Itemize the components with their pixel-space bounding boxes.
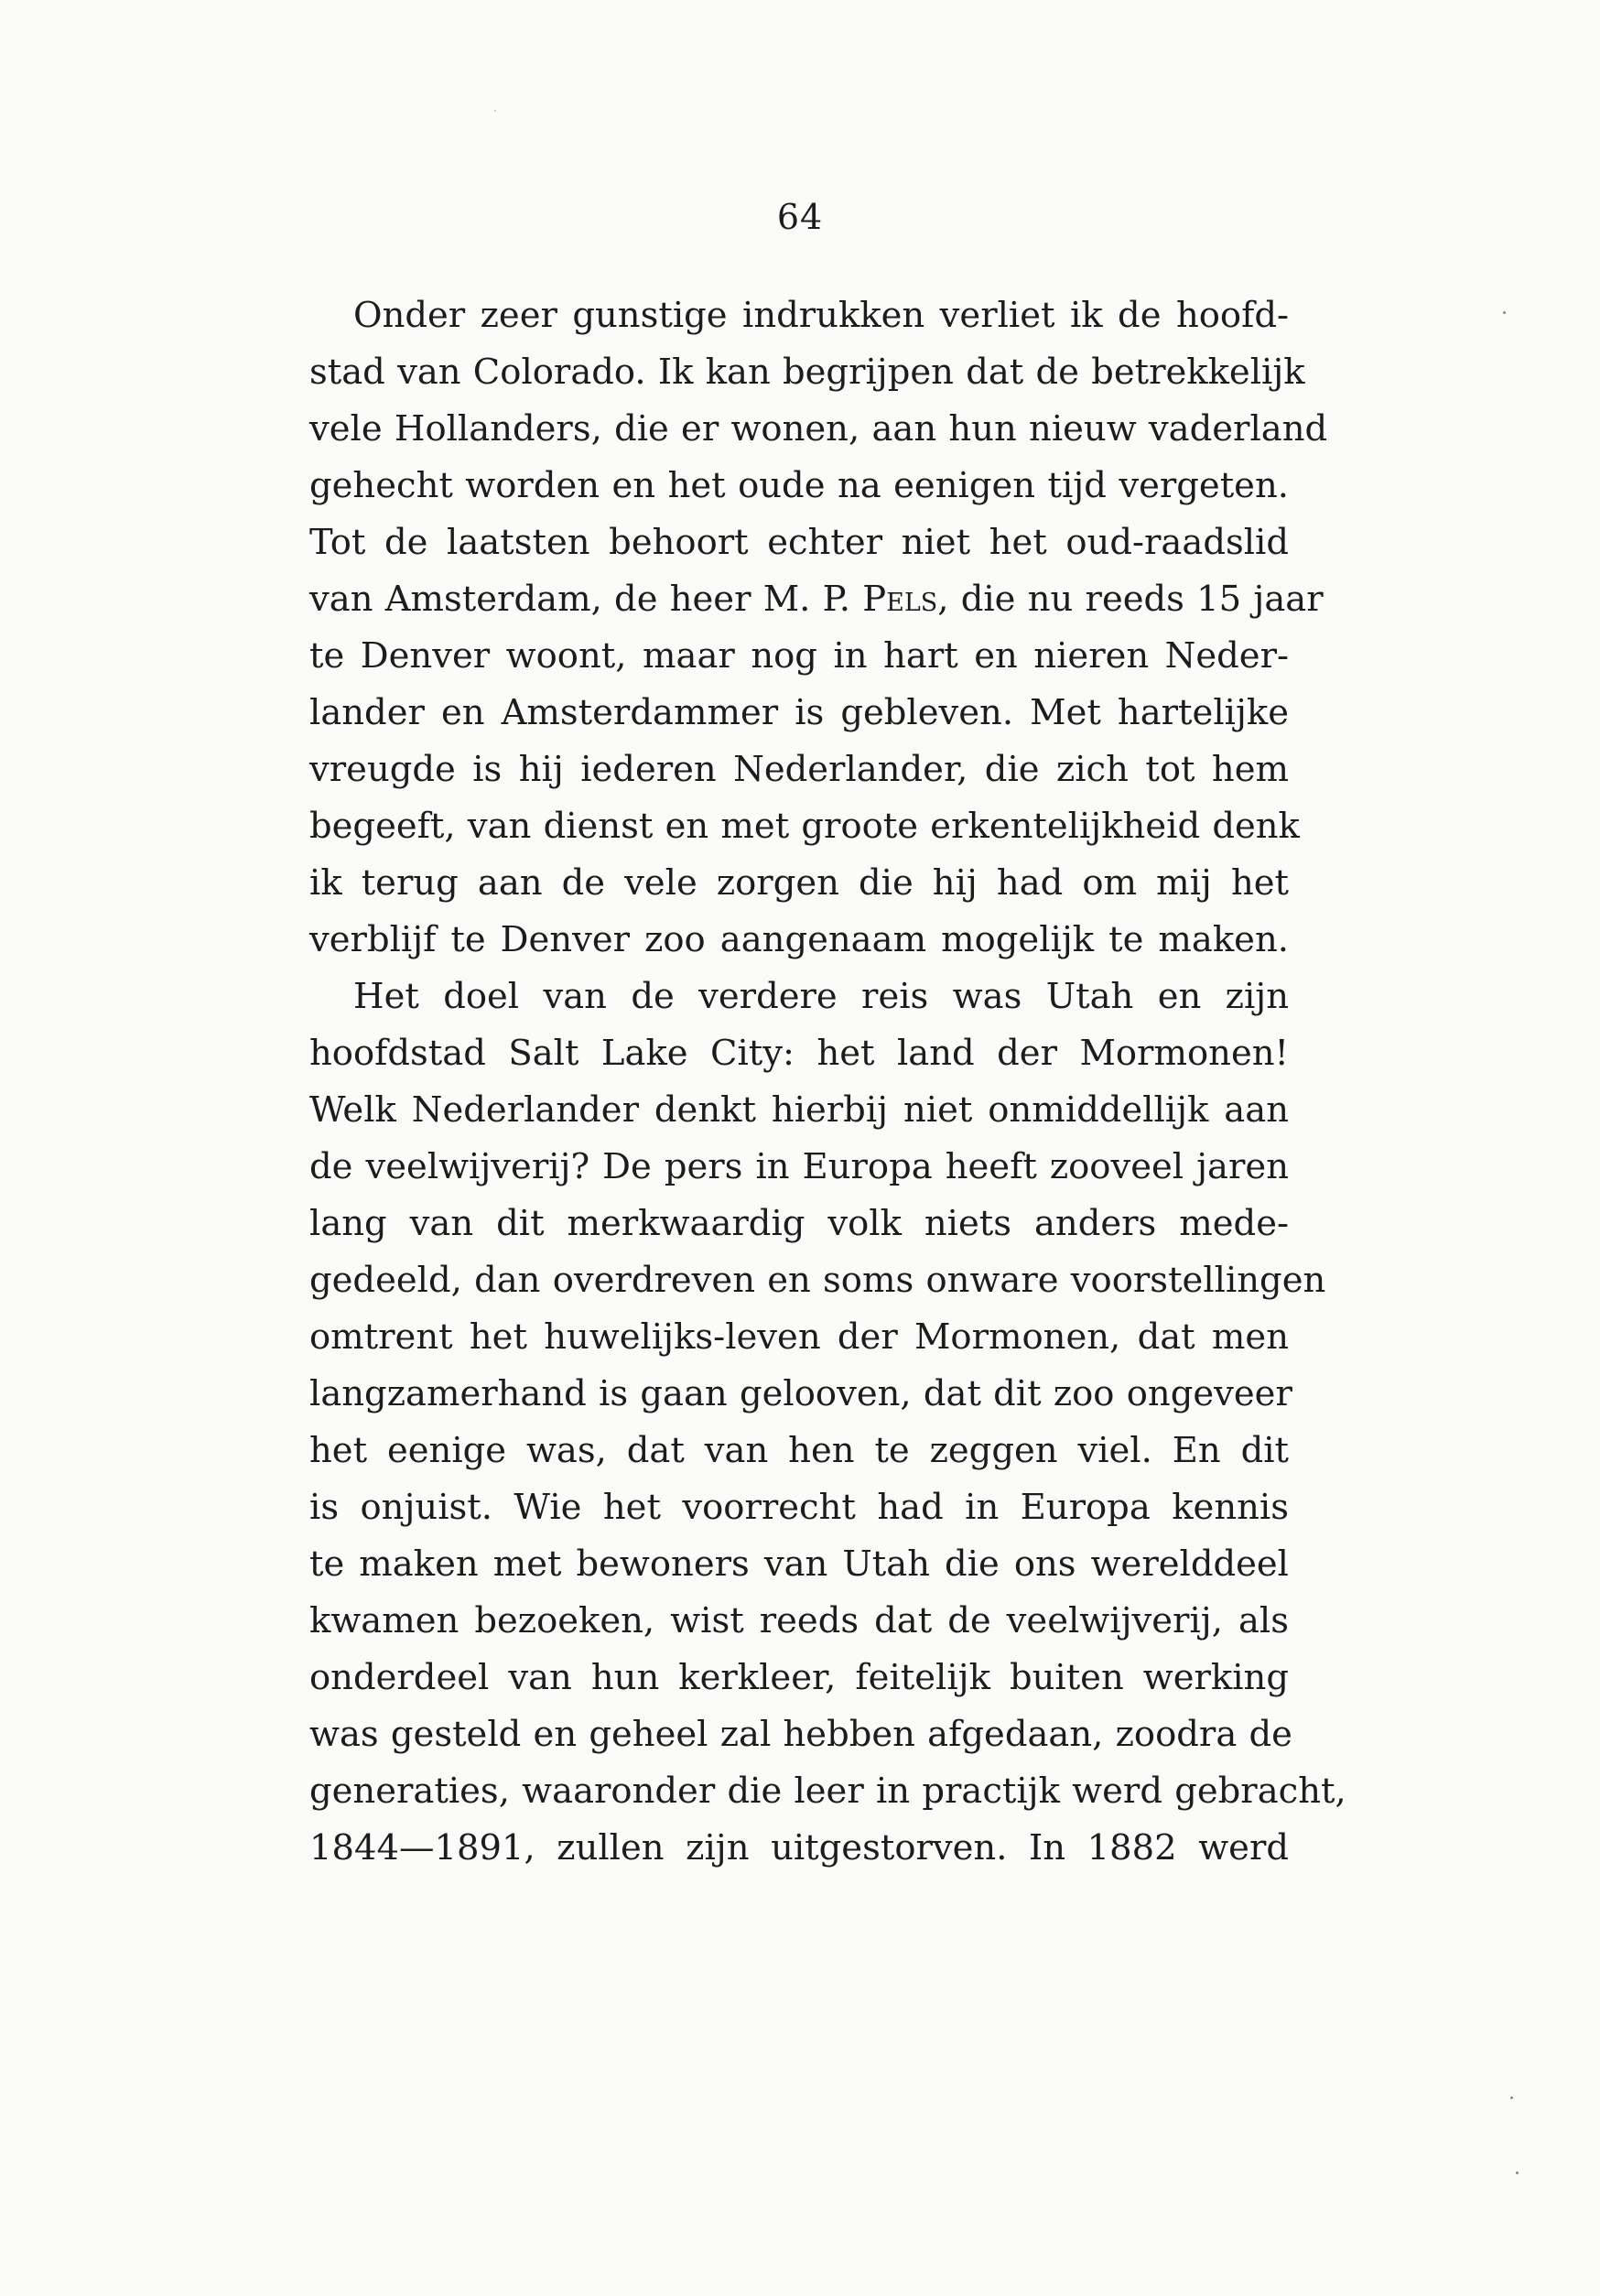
text-line: Het doel van de verdere reis was Utah en zijn bbox=[353, 976, 1289, 1017]
text-line: te maken met bewoners van Utah die ons werelddeel bbox=[309, 1543, 1289, 1585]
text-line: 1844—1891, zullen zijn uitgestorven. In 1882 werd bbox=[309, 1827, 1289, 1868]
text-line: was gesteld en geheel zal hebben afgedaan, zoodra de bbox=[309, 1714, 1292, 1755]
text-line: begeeft, van dienst en met groote erkentelijkheid denk bbox=[309, 806, 1300, 847]
body-text bbox=[309, 287, 1346, 1877]
text-line: langzamerhand is gaan gelooven, dat dit zoo ongeveer bbox=[309, 1373, 1292, 1414]
paper-speck bbox=[1510, 2096, 1513, 2099]
page-number: 64 bbox=[776, 197, 824, 237]
text-line: lang van dit merkwaardig volk niets anders mede- bbox=[309, 1203, 1289, 1244]
text-line: onderdeel van hun kerkleer, feitelijk buiten werking bbox=[309, 1657, 1289, 1698]
text-line: generaties, waaronder die leer in practijk werd gebracht, bbox=[309, 1771, 1346, 1812]
paper-speck bbox=[494, 110, 496, 112]
text-line: gehecht worden en het oude na eenigen tijd vergeten. bbox=[309, 465, 1289, 506]
text-line: verblijf te Denver zoo aangenaam mogelijk te maken. bbox=[309, 919, 1289, 960]
text-line: Welk Nederlander denkt hierbij niet onmiddellijk aan bbox=[309, 1089, 1289, 1131]
paper-speck bbox=[1503, 311, 1506, 314]
text-line: vele Hollanders, die er wonen, aan hun nieuw vaderland bbox=[309, 408, 1328, 449]
text-line: het eenige was, dat van hen te zeggen viel. En dit bbox=[309, 1430, 1289, 1471]
text-line: gedeeld, dan overdreven en soms onware voorstellingen bbox=[309, 1260, 1326, 1301]
paragraph-2 bbox=[309, 969, 1346, 1877]
text-line: Tot de laatsten behoort echter niet het oud-raadslid bbox=[309, 522, 1289, 563]
paragraph-1 bbox=[309, 287, 1328, 969]
text-line: is onjuist. Wie het voorrecht had in Europa kennis bbox=[309, 1487, 1289, 1528]
text-line: de veelwijverij? De pers in Europa heeft zooveel jaren bbox=[309, 1146, 1289, 1187]
text-line: stad van Colorado. Ik kan begrijpen dat de betrekkelijk bbox=[309, 352, 1305, 393]
text-line: lander en Amsterdammer is gebleven. Met hartelijke bbox=[309, 692, 1289, 733]
text-line: omtrent het huwelijks-leven der Mormonen, dat men bbox=[309, 1316, 1289, 1358]
name-pels: Pels bbox=[862, 579, 938, 620]
paper-speck bbox=[1516, 2171, 1519, 2174]
text-line: kwamen bezoeken, wist reeds dat de veelwijverij, als bbox=[309, 1600, 1289, 1641]
text-line: ik terug aan de vele zorgen die hij had om mij het bbox=[309, 862, 1289, 904]
text-line: Onder zeer gunstige indrukken verliet ik de hoofd- bbox=[353, 295, 1289, 336]
text-line: van Amsterdam, de heer M. P. Pels, die nu reeds 15 jaar bbox=[309, 579, 1324, 620]
text-line: te Denver woont, maar nog in hart en nieren Neder- bbox=[309, 635, 1289, 677]
text-line: vreugde is hij iederen Nederlander, die zich tot hem bbox=[309, 749, 1289, 790]
text-line: hoofdstad Salt Lake City: het land der Mormonen! bbox=[309, 1033, 1289, 1074]
